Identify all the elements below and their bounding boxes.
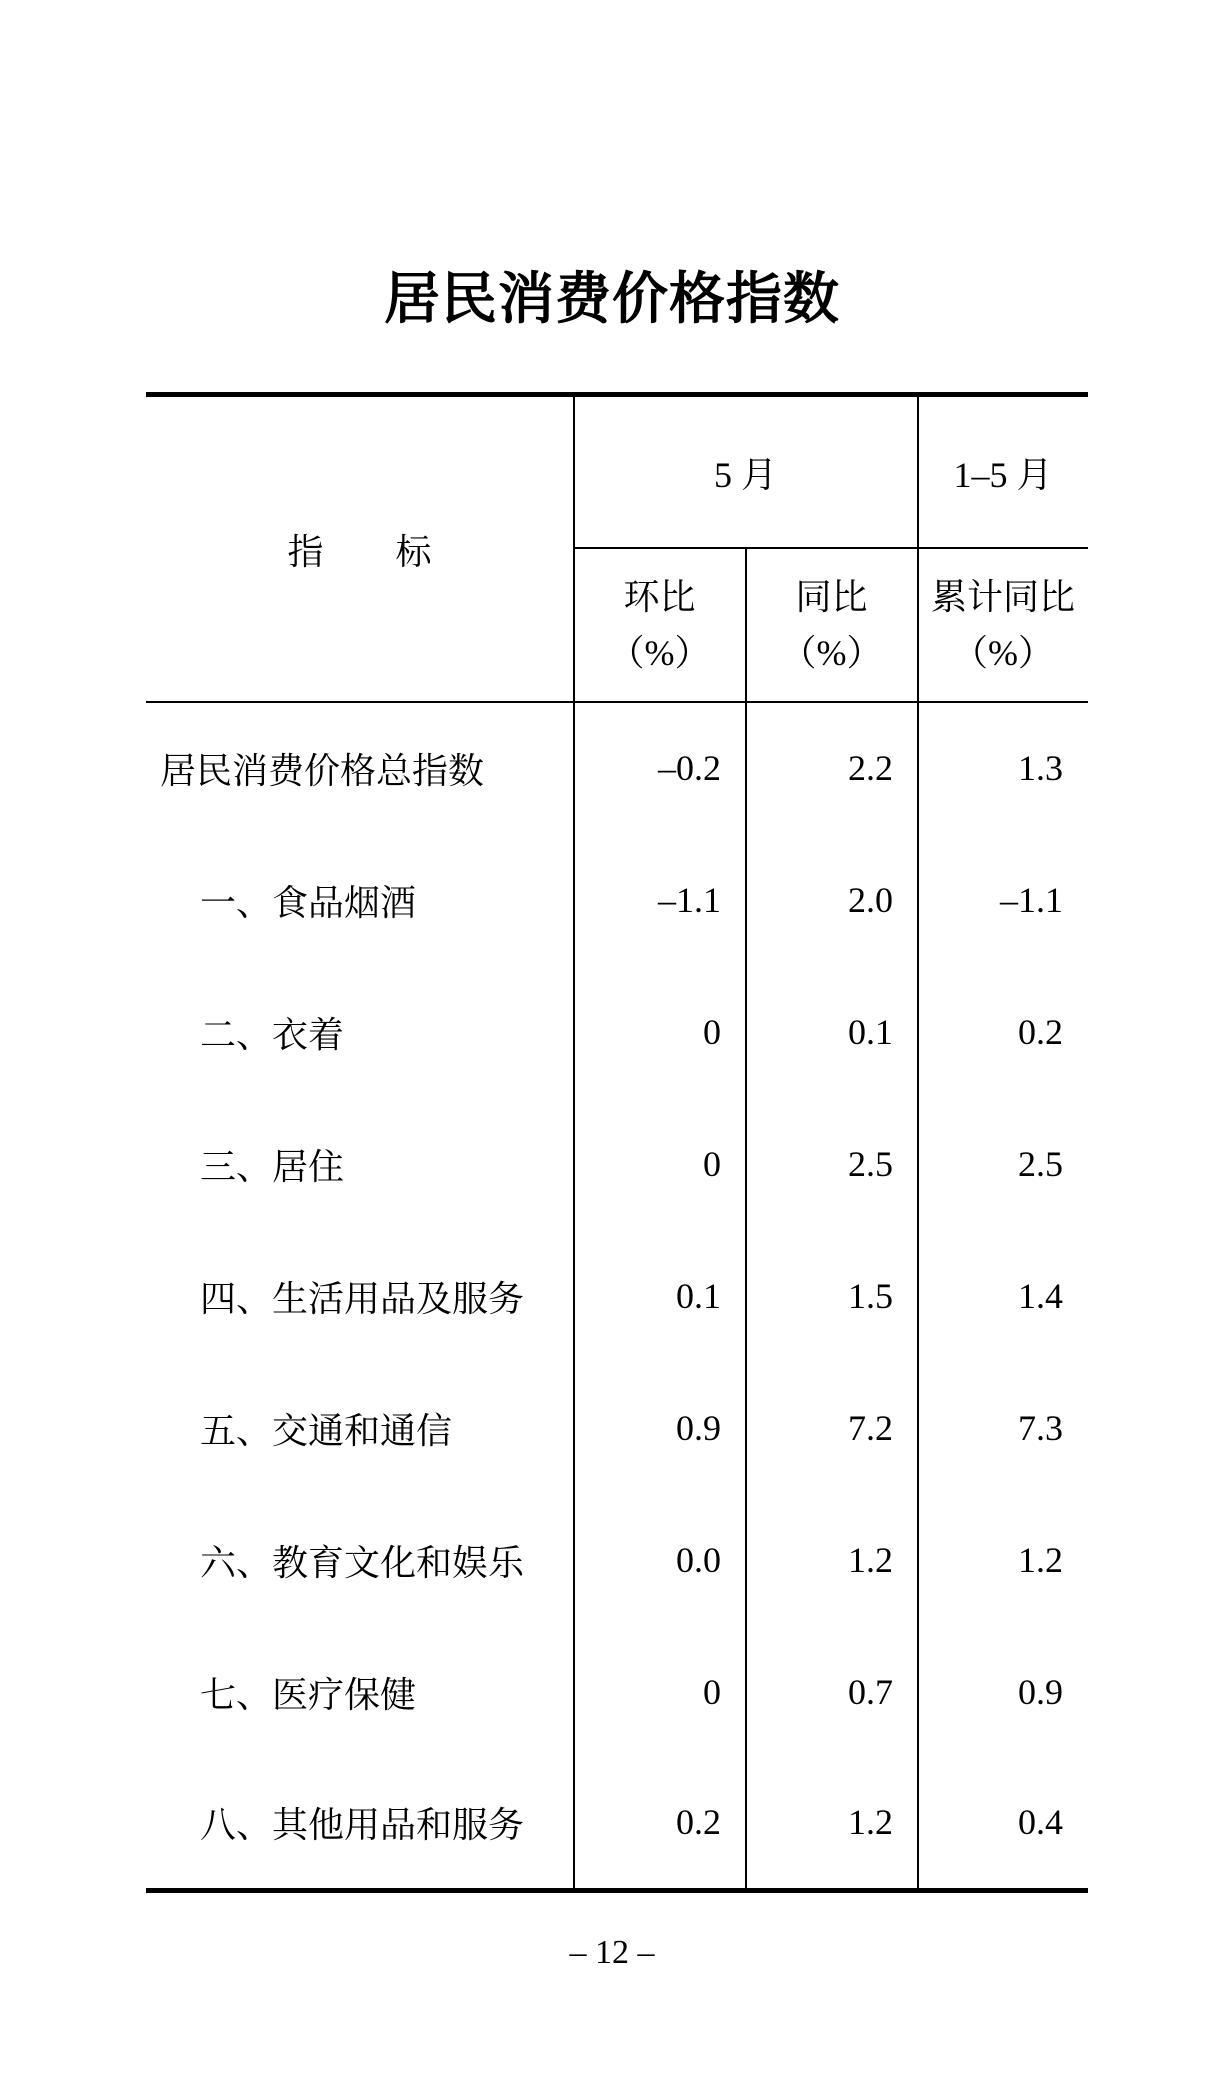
header-ytd [918, 548, 1088, 701]
page-number: – 12 – [569, 1934, 655, 1971]
row-label: 八、其他用品和服务 [200, 1804, 525, 1845]
header-indicator: 指 标 [287, 531, 432, 572]
header-mom-label: 环比 [623, 576, 696, 617]
row-yoy-value: 1.2 [848, 1540, 893, 1580]
row-label: 二、衣着 [200, 1014, 345, 1055]
row-yoy-value: 7.2 [848, 1408, 893, 1448]
row-ytd-value: 7.3 [1018, 1408, 1063, 1448]
row-yoy-value: 2.0 [848, 880, 893, 920]
row-label: 三、居住 [200, 1146, 345, 1187]
row-mom-value: –1.1 [658, 880, 721, 920]
row-yoy-value: 1.2 [848, 1802, 893, 1842]
table-row [146, 1230, 1088, 1362]
row-label: 一、食品烟酒 [200, 882, 417, 923]
header-ytd-label: 累计同比 [930, 576, 1075, 617]
row-ytd-value: 1.3 [1018, 748, 1063, 788]
header-mom-unit: （%） [608, 632, 711, 673]
row-ytd-value: 0.2 [1018, 1012, 1063, 1052]
header-yoy-label: 同比 [795, 576, 868, 617]
row-ytd-value: 0.9 [1018, 1672, 1063, 1712]
row-yoy-value: 1.5 [848, 1276, 893, 1316]
header-mom [574, 548, 745, 701]
row-ytd-value: 0.4 [1018, 1802, 1063, 1842]
header-month-group: 5 月 [713, 454, 777, 495]
header-yoy-unit: （%） [780, 632, 883, 673]
table-row [146, 1362, 1088, 1494]
table-row [146, 702, 1088, 834]
row-ytd-value: 1.4 [1018, 1276, 1063, 1316]
table-row [146, 1494, 1088, 1626]
header-ytd-unit: （%） [952, 632, 1054, 673]
row-mom-value: 0.0 [676, 1540, 721, 1580]
table-row [146, 1098, 1088, 1230]
row-label: 居民消费价格总指数 [160, 750, 485, 791]
row-ytd-value: 1.2 [1018, 1540, 1063, 1580]
row-mom-value: 0 [703, 1144, 721, 1184]
header-yoy [746, 548, 917, 701]
row-yoy-value: 0.1 [848, 1012, 893, 1052]
row-label: 四、生活用品及服务 [200, 1278, 525, 1319]
row-mom-value: –0.2 [658, 748, 721, 788]
table-row [146, 834, 1088, 966]
row-yoy-value: 2.2 [848, 748, 893, 788]
row-mom-value: 0.9 [676, 1408, 721, 1448]
row-label: 七、医疗保健 [200, 1674, 417, 1715]
table-row [146, 966, 1088, 1098]
page-title: 居民消费价格指数 [384, 267, 840, 332]
row-mom-value: 0.2 [676, 1802, 721, 1842]
table-bottom-rule [146, 1888, 1088, 1893]
row-mom-value: 0 [703, 1012, 721, 1052]
row-ytd-value: –1.1 [1000, 880, 1063, 920]
row-ytd-value: 2.5 [1018, 1144, 1063, 1184]
row-yoy-value: 0.7 [848, 1672, 893, 1712]
row-mom-value: 0.1 [676, 1276, 721, 1316]
table-row [146, 1626, 1088, 1758]
table-row [146, 1756, 1088, 1888]
header-ytd-group: 1–5 月 [953, 454, 1053, 495]
row-label: 五、交通和通信 [200, 1410, 453, 1451]
row-yoy-value: 2.5 [848, 1144, 893, 1184]
row-mom-value: 0 [703, 1672, 721, 1712]
row-label: 六、教育文化和娱乐 [200, 1542, 525, 1583]
